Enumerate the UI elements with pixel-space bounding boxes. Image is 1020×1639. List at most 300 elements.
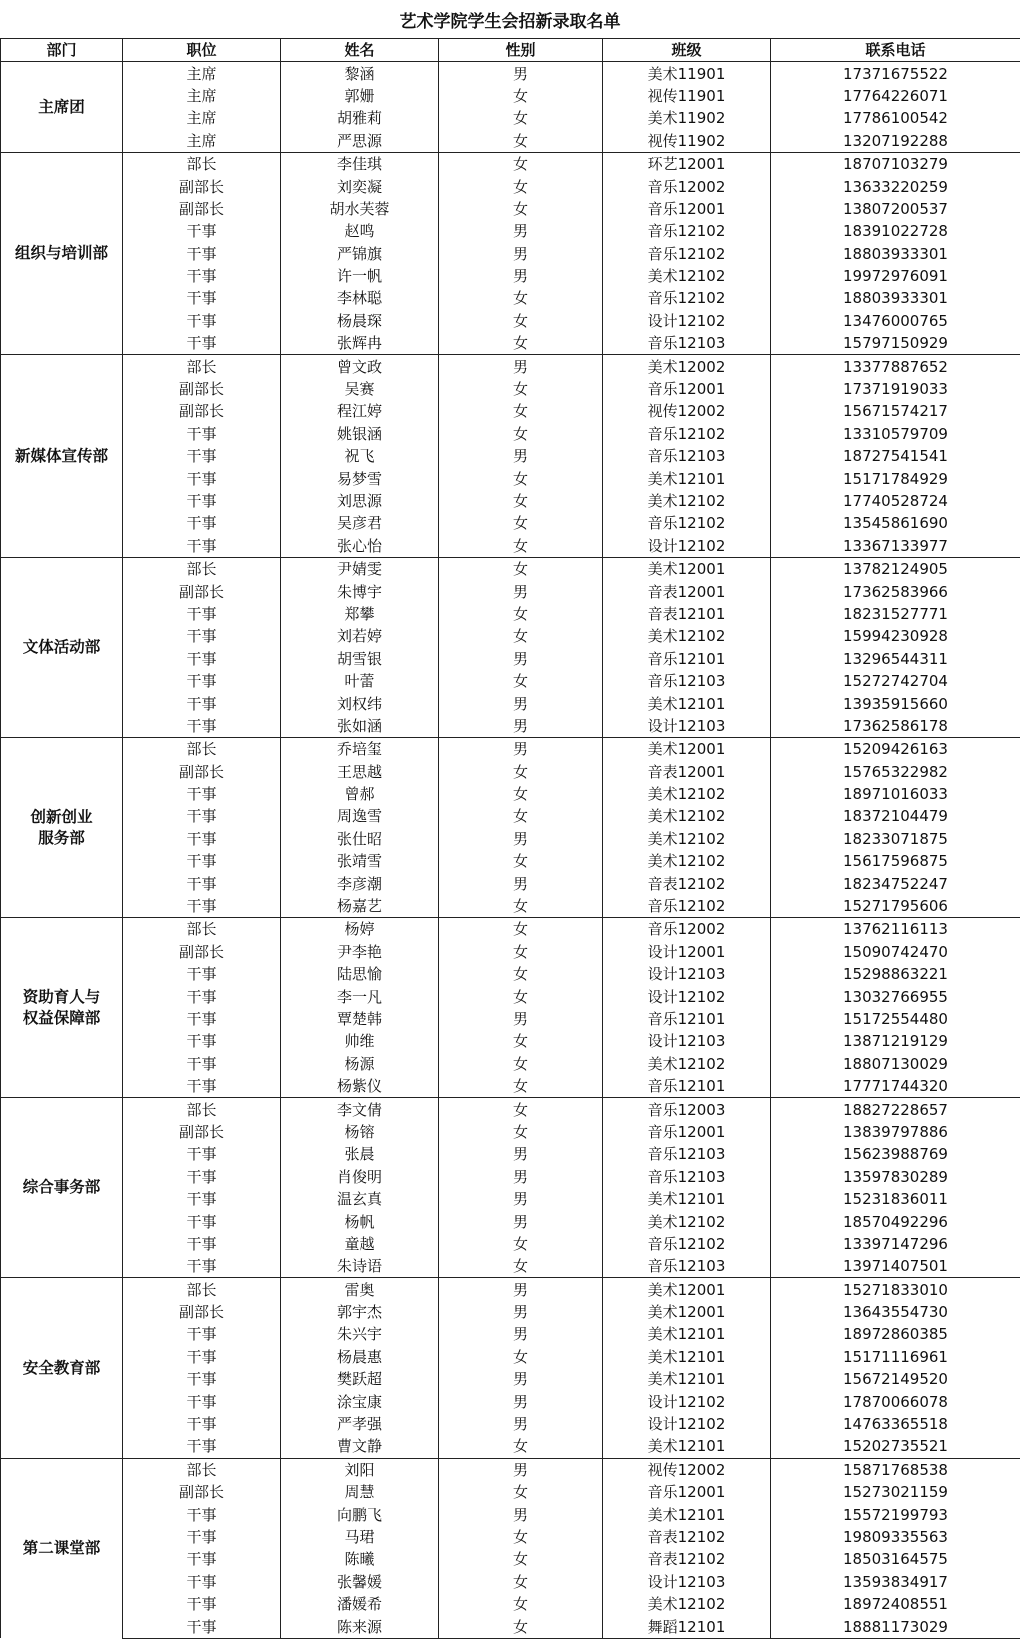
table-row (1, 512, 1020, 534)
gender-cell: 女 (439, 805, 603, 827)
table-row (1, 1593, 1020, 1615)
class-cell: 音乐12103 (603, 445, 771, 467)
table-row (1, 828, 1020, 850)
name-cell: 张如涵 (281, 715, 439, 738)
class-cell: 美术12102 (603, 783, 771, 805)
table-row (1, 1435, 1020, 1458)
phone-cell: 17740528724 (771, 490, 1020, 512)
name-cell: 杨嘉艺 (281, 895, 439, 918)
phone-cell: 18234752247 (771, 872, 1020, 894)
class-cell: 设计12102 (603, 310, 771, 332)
position-cell: 主席 (123, 130, 281, 153)
header-class: 班级 (603, 39, 771, 62)
position-cell: 干事 (123, 963, 281, 985)
table-row (1, 1030, 1020, 1052)
gender-cell: 女 (439, 310, 603, 332)
class-cell: 美术12001 (603, 1278, 771, 1301)
phone-cell: 15209426163 (771, 738, 1020, 761)
name-cell: 童越 (281, 1233, 439, 1255)
class-cell: 设计12102 (603, 1390, 771, 1412)
position-cell: 干事 (123, 1346, 281, 1368)
class-cell: 音乐12102 (603, 243, 771, 265)
class-cell: 美术11902 (603, 107, 771, 129)
table-row (1, 895, 1020, 918)
position-cell: 干事 (123, 1593, 281, 1615)
position-cell: 干事 (123, 1323, 281, 1345)
phone-cell: 13367133977 (771, 535, 1020, 558)
table-row (1, 580, 1020, 602)
table-row (1, 1166, 1020, 1188)
name-cell: 周逸雪 (281, 805, 439, 827)
phone-cell: 15871768538 (771, 1458, 1020, 1481)
gender-cell: 女 (439, 985, 603, 1007)
gender-cell: 女 (439, 1121, 603, 1143)
phone-cell: 13935915660 (771, 692, 1020, 714)
class-cell: 音乐12102 (603, 895, 771, 918)
class-cell: 音乐12103 (603, 1166, 771, 1188)
phone-cell: 15271795606 (771, 895, 1020, 918)
gender-cell: 男 (439, 355, 603, 378)
phone-cell: 18972408551 (771, 1593, 1020, 1615)
position-cell: 干事 (123, 1143, 281, 1165)
position-cell: 干事 (123, 872, 281, 894)
class-cell: 美术12002 (603, 355, 771, 378)
phone-cell: 13871219129 (771, 1030, 1020, 1052)
position-cell: 干事 (123, 332, 281, 355)
phone-cell: 15271833010 (771, 1278, 1020, 1301)
name-cell: 杨晨惠 (281, 1346, 439, 1368)
phone-cell: 17362583966 (771, 580, 1020, 602)
name-cell: 黎涵 (281, 62, 439, 85)
name-cell: 张馨媛 (281, 1571, 439, 1593)
gender-cell: 女 (439, 1075, 603, 1098)
position-cell: 干事 (123, 648, 281, 670)
phone-cell: 18231527771 (771, 603, 1020, 625)
table-row (1, 1503, 1020, 1525)
class-cell: 舞蹈12101 (603, 1615, 771, 1638)
name-cell: 陈曦 (281, 1548, 439, 1570)
class-cell: 美术12101 (603, 1368, 771, 1390)
position-cell: 干事 (123, 1188, 281, 1210)
gender-cell: 女 (439, 1615, 603, 1638)
position-cell: 部长 (123, 152, 281, 175)
class-cell: 视传12002 (603, 400, 771, 422)
name-cell: 周慧 (281, 1481, 439, 1503)
phone-cell: 18972860385 (771, 1323, 1020, 1345)
table-row (1, 1458, 1020, 1481)
class-cell: 美术12001 (603, 557, 771, 580)
department-cell: 文体活动部 (1, 557, 123, 737)
name-cell: 尹婧雯 (281, 557, 439, 580)
gender-cell: 男 (439, 580, 603, 602)
phone-cell: 13296544311 (771, 648, 1020, 670)
name-cell: 覃楚韩 (281, 1008, 439, 1030)
class-cell: 音表12001 (603, 761, 771, 783)
table-body (1, 62, 1020, 1638)
position-cell: 干事 (123, 1030, 281, 1052)
name-cell: 郑攀 (281, 603, 439, 625)
class-cell: 美术12102 (603, 828, 771, 850)
position-cell: 干事 (123, 1615, 281, 1638)
gender-cell: 女 (439, 603, 603, 625)
class-cell: 音表12101 (603, 603, 771, 625)
gender-cell: 女 (439, 761, 603, 783)
class-cell: 音乐12102 (603, 1233, 771, 1255)
position-cell: 干事 (123, 603, 281, 625)
table-row (1, 445, 1020, 467)
class-cell: 音乐12003 (603, 1098, 771, 1121)
class-cell: 音表12102 (603, 1526, 771, 1548)
class-cell: 美术12101 (603, 1323, 771, 1345)
class-cell: 音乐12102 (603, 220, 771, 242)
class-cell: 视传12002 (603, 1458, 771, 1481)
name-cell: 姚银涵 (281, 423, 439, 445)
class-cell: 美术12101 (603, 1435, 771, 1458)
table-row (1, 198, 1020, 220)
table-row (1, 625, 1020, 647)
phone-cell: 18881173029 (771, 1615, 1020, 1638)
table-row (1, 941, 1020, 963)
table-row (1, 1233, 1020, 1255)
header-phone: 联系电话 (771, 39, 1020, 62)
class-cell: 音乐12103 (603, 1255, 771, 1278)
name-cell: 严锦旗 (281, 243, 439, 265)
name-cell: 温玄真 (281, 1188, 439, 1210)
class-cell: 音乐12101 (603, 648, 771, 670)
class-cell: 音乐12102 (603, 512, 771, 534)
table-row (1, 467, 1020, 489)
position-cell: 干事 (123, 1435, 281, 1458)
name-cell: 王思越 (281, 761, 439, 783)
gender-cell: 女 (439, 175, 603, 197)
gender-cell: 女 (439, 895, 603, 918)
gender-cell: 女 (439, 783, 603, 805)
position-cell: 干事 (123, 423, 281, 445)
table-row (1, 1188, 1020, 1210)
phone-cell: 18803933301 (771, 287, 1020, 309)
table-row (1, 850, 1020, 872)
class-cell: 音乐12103 (603, 332, 771, 355)
position-cell: 干事 (123, 895, 281, 918)
phone-cell: 13782124905 (771, 557, 1020, 580)
position-cell: 部长 (123, 1278, 281, 1301)
position-cell: 部长 (123, 1458, 281, 1481)
gender-cell: 男 (439, 243, 603, 265)
table-row (1, 85, 1020, 107)
gender-cell: 女 (439, 1548, 603, 1570)
table-row (1, 243, 1020, 265)
position-cell: 干事 (123, 1233, 281, 1255)
gender-cell: 男 (439, 1390, 603, 1412)
gender-cell: 男 (439, 1210, 603, 1232)
name-cell: 李彦潮 (281, 872, 439, 894)
name-cell: 李一凡 (281, 985, 439, 1007)
phone-cell: 19972976091 (771, 265, 1020, 287)
table-row (1, 62, 1020, 85)
name-cell: 乔培玺 (281, 738, 439, 761)
table-row (1, 1368, 1020, 1390)
position-cell: 干事 (123, 1413, 281, 1435)
position-cell: 干事 (123, 1571, 281, 1593)
name-cell: 尹李艳 (281, 941, 439, 963)
table-row (1, 783, 1020, 805)
table-header-row (1, 39, 1020, 62)
class-cell: 美术12102 (603, 625, 771, 647)
table-row (1, 805, 1020, 827)
gender-cell: 女 (439, 1571, 603, 1593)
header-department: 部门 (1, 39, 123, 62)
class-cell: 设计12103 (603, 963, 771, 985)
class-cell: 美术12101 (603, 1346, 771, 1368)
position-cell: 干事 (123, 805, 281, 827)
phone-cell: 18233071875 (771, 828, 1020, 850)
position-cell: 副部长 (123, 941, 281, 963)
class-cell: 美术12102 (603, 850, 771, 872)
position-cell: 副部长 (123, 1481, 281, 1503)
phone-cell: 13839797886 (771, 1121, 1020, 1143)
table-row (1, 1210, 1020, 1232)
name-cell: 肖俊明 (281, 1166, 439, 1188)
table-row (1, 1255, 1020, 1278)
class-cell: 音乐12101 (603, 1075, 771, 1098)
gender-cell: 男 (439, 1278, 603, 1301)
position-cell: 副部长 (123, 378, 281, 400)
class-cell: 音乐12002 (603, 175, 771, 197)
table-row (1, 985, 1020, 1007)
position-cell: 干事 (123, 490, 281, 512)
table-row (1, 1098, 1020, 1121)
class-cell: 美术12102 (603, 1593, 771, 1615)
phone-cell: 17362586178 (771, 715, 1020, 738)
gender-cell: 男 (439, 1323, 603, 1345)
class-cell: 音表12102 (603, 872, 771, 894)
name-cell: 杨晨琛 (281, 310, 439, 332)
name-cell: 胡水芙蓉 (281, 198, 439, 220)
name-cell: 刘权纬 (281, 692, 439, 714)
gender-cell: 男 (439, 1503, 603, 1525)
table-row (1, 761, 1020, 783)
name-cell: 郭姗 (281, 85, 439, 107)
position-cell: 干事 (123, 1548, 281, 1570)
phone-cell: 13377887652 (771, 355, 1020, 378)
phone-cell: 17371675522 (771, 62, 1020, 85)
phone-cell: 15272742704 (771, 670, 1020, 692)
position-cell: 干事 (123, 467, 281, 489)
gender-cell: 女 (439, 467, 603, 489)
phone-cell: 13207192288 (771, 130, 1020, 153)
department-cell: 第二课堂部 (1, 1458, 123, 1638)
table-row (1, 1548, 1020, 1570)
phone-cell: 17371919033 (771, 378, 1020, 400)
table-row (1, 963, 1020, 985)
gender-cell: 女 (439, 152, 603, 175)
gender-cell: 女 (439, 557, 603, 580)
class-cell: 视传11901 (603, 85, 771, 107)
class-cell: 音表12001 (603, 580, 771, 602)
name-cell: 刘奕凝 (281, 175, 439, 197)
phone-cell: 15298863221 (771, 963, 1020, 985)
phone-cell: 15273021159 (771, 1481, 1020, 1503)
table-row (1, 535, 1020, 558)
phone-cell: 19809335563 (771, 1526, 1020, 1548)
gender-cell: 女 (439, 625, 603, 647)
position-cell: 干事 (123, 985, 281, 1007)
class-cell: 视传11902 (603, 130, 771, 153)
position-cell: 部长 (123, 918, 281, 941)
table-row (1, 287, 1020, 309)
position-cell: 干事 (123, 310, 281, 332)
position-cell: 部长 (123, 355, 281, 378)
name-cell: 张晨 (281, 1143, 439, 1165)
position-cell: 干事 (123, 1053, 281, 1075)
phone-cell: 15617596875 (771, 850, 1020, 872)
name-cell: 杨紫仪 (281, 1075, 439, 1098)
name-cell: 曹文静 (281, 1435, 439, 1458)
position-cell: 干事 (123, 850, 281, 872)
gender-cell: 女 (439, 378, 603, 400)
gender-cell: 女 (439, 963, 603, 985)
table-row (1, 265, 1020, 287)
table-row (1, 1526, 1020, 1548)
name-cell: 涂宝康 (281, 1390, 439, 1412)
class-cell: 音乐12102 (603, 423, 771, 445)
name-cell: 张辉冉 (281, 332, 439, 355)
gender-cell: 女 (439, 1255, 603, 1278)
gender-cell: 女 (439, 1233, 603, 1255)
name-cell: 帅维 (281, 1030, 439, 1052)
gender-cell: 女 (439, 332, 603, 355)
table-row (1, 400, 1020, 422)
table-row (1, 1571, 1020, 1593)
phone-cell: 18707103279 (771, 152, 1020, 175)
phone-cell: 18807130029 (771, 1053, 1020, 1075)
class-cell: 音乐12001 (603, 1121, 771, 1143)
class-cell: 设计12103 (603, 715, 771, 738)
table-row (1, 715, 1020, 738)
name-cell: 杨镕 (281, 1121, 439, 1143)
position-cell: 副部长 (123, 198, 281, 220)
table-row (1, 603, 1020, 625)
phone-cell: 15090742470 (771, 941, 1020, 963)
table-row (1, 1121, 1020, 1143)
phone-cell: 18372104479 (771, 805, 1020, 827)
class-cell: 美术12102 (603, 805, 771, 827)
position-cell: 干事 (123, 1368, 281, 1390)
class-cell: 音乐12103 (603, 1143, 771, 1165)
table-row (1, 648, 1020, 670)
class-cell: 美术12101 (603, 1503, 771, 1525)
table-row (1, 310, 1020, 332)
table-row (1, 1075, 1020, 1098)
table-row (1, 738, 1020, 761)
phone-cell: 13971407501 (771, 1255, 1020, 1278)
table-row (1, 355, 1020, 378)
phone-cell: 13597830289 (771, 1166, 1020, 1188)
phone-cell: 13593834917 (771, 1571, 1020, 1593)
phone-cell: 15572199793 (771, 1503, 1020, 1525)
header-name: 姓名 (281, 39, 439, 62)
phone-cell: 17771744320 (771, 1075, 1020, 1098)
gender-cell: 女 (439, 850, 603, 872)
position-cell: 干事 (123, 1503, 281, 1525)
gender-cell: 男 (439, 872, 603, 894)
name-cell: 李文倩 (281, 1098, 439, 1121)
gender-cell: 女 (439, 1346, 603, 1368)
gender-cell: 男 (439, 828, 603, 850)
name-cell: 许一帆 (281, 265, 439, 287)
phone-cell: 17870066078 (771, 1390, 1020, 1412)
gender-cell: 男 (439, 1143, 603, 1165)
position-cell: 主席 (123, 62, 281, 85)
gender-cell: 女 (439, 1030, 603, 1052)
gender-cell: 女 (439, 535, 603, 558)
gender-cell: 女 (439, 1053, 603, 1075)
gender-cell: 女 (439, 1435, 603, 1458)
table-row (1, 220, 1020, 242)
class-cell: 音乐12101 (603, 1008, 771, 1030)
position-cell: 干事 (123, 692, 281, 714)
name-cell: 吴赛 (281, 378, 439, 400)
department-cell: 组织与培训部 (1, 152, 123, 355)
name-cell: 严思源 (281, 130, 439, 153)
table-row (1, 378, 1020, 400)
gender-cell: 男 (439, 445, 603, 467)
name-cell: 刘若婷 (281, 625, 439, 647)
phone-cell: 15202735521 (771, 1435, 1020, 1458)
class-cell: 音表12102 (603, 1548, 771, 1570)
gender-cell: 男 (439, 1008, 603, 1030)
gender-cell: 女 (439, 1098, 603, 1121)
position-cell: 干事 (123, 828, 281, 850)
roster-table (0, 38, 1020, 1639)
gender-cell: 女 (439, 490, 603, 512)
name-cell: 张仕昭 (281, 828, 439, 850)
table-row (1, 152, 1020, 175)
position-cell: 主席 (123, 85, 281, 107)
phone-cell: 15671574217 (771, 400, 1020, 422)
table-row (1, 423, 1020, 445)
phone-cell: 15231836011 (771, 1188, 1020, 1210)
table-row (1, 332, 1020, 355)
table-row (1, 130, 1020, 153)
class-cell: 音乐12001 (603, 378, 771, 400)
position-cell: 干事 (123, 625, 281, 647)
position-cell: 干事 (123, 783, 281, 805)
gender-cell: 女 (439, 85, 603, 107)
gender-cell: 女 (439, 1593, 603, 1615)
gender-cell: 男 (439, 265, 603, 287)
department-cell: 主席团 (1, 62, 123, 153)
class-cell: 美术12102 (603, 265, 771, 287)
gender-cell: 男 (439, 715, 603, 738)
header-gender: 性别 (439, 39, 603, 62)
gender-cell: 女 (439, 670, 603, 692)
name-cell: 李佳琪 (281, 152, 439, 175)
class-cell: 设计12103 (603, 1030, 771, 1052)
name-cell: 叶蕾 (281, 670, 439, 692)
phone-cell: 15797150929 (771, 332, 1020, 355)
class-cell: 音乐12001 (603, 198, 771, 220)
gender-cell: 女 (439, 130, 603, 153)
class-cell: 设计12103 (603, 1571, 771, 1593)
position-cell: 副部长 (123, 1301, 281, 1323)
table-row (1, 1053, 1020, 1075)
gender-cell: 男 (439, 1166, 603, 1188)
gender-cell: 男 (439, 1368, 603, 1390)
phone-cell: 13633220259 (771, 175, 1020, 197)
phone-cell: 15994230928 (771, 625, 1020, 647)
class-cell: 音乐12002 (603, 918, 771, 941)
